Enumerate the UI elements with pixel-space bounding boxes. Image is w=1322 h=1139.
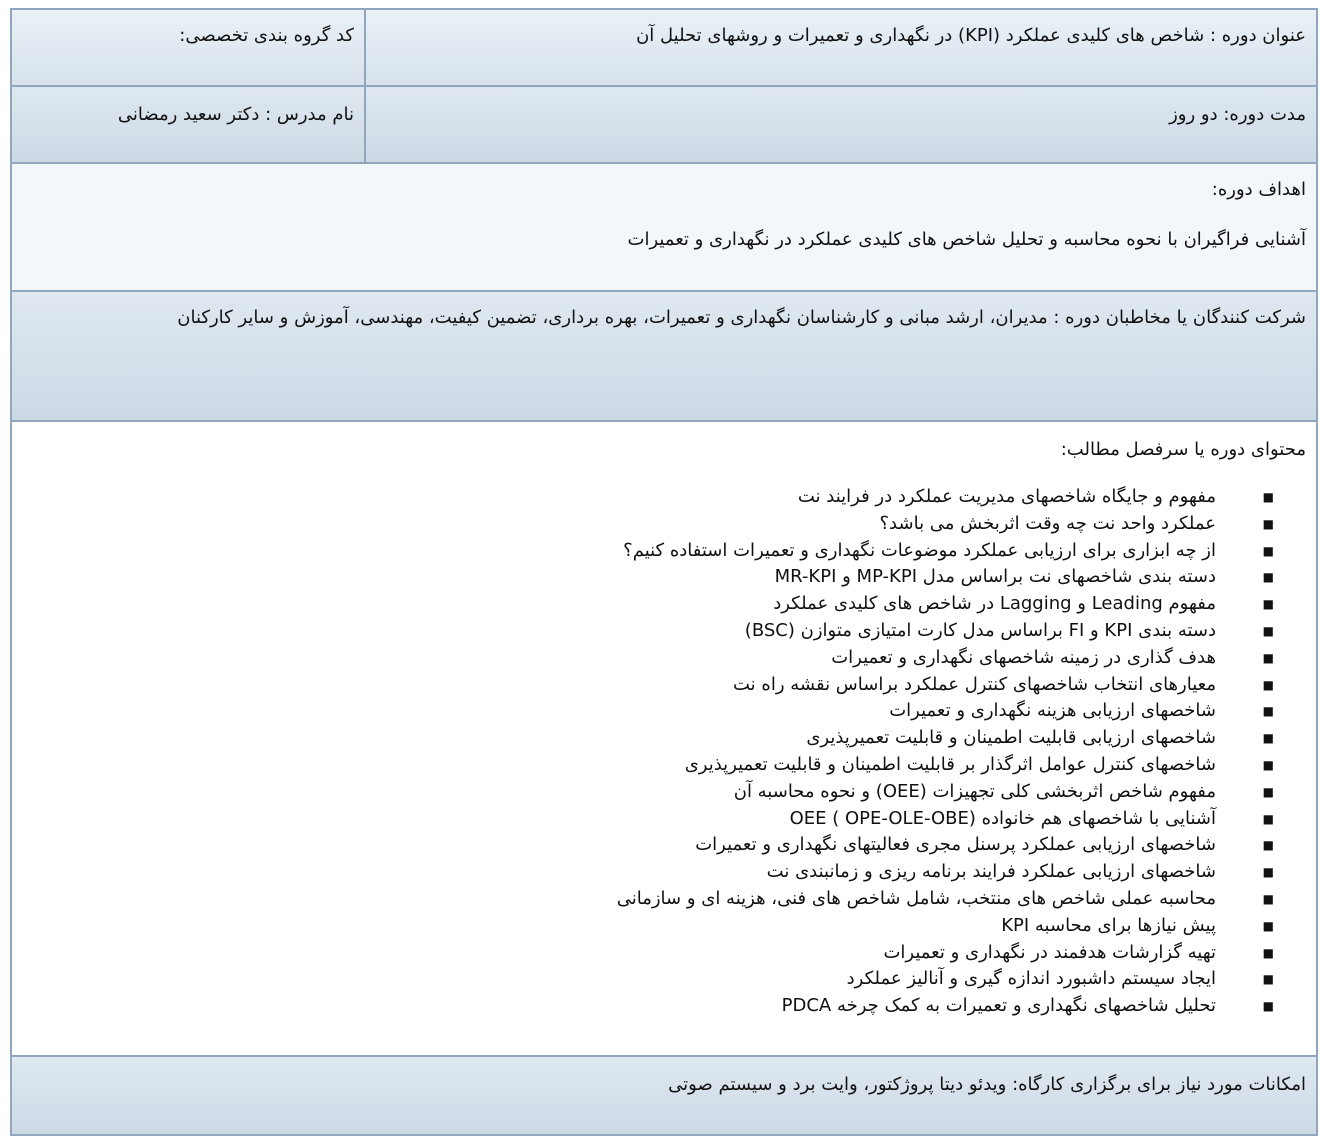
- objectives-text: آشنایی فراگیران با نحوه محاسبه و تحلیل شاخص های کلیدی عملکرد در نگهداری و تعمیرات: [627, 229, 1306, 250]
- bullet-square-icon: ■: [1262, 865, 1274, 880]
- topic-text: عملکرد واحد نت چه وقت اثربخش می باشد؟: [879, 512, 1216, 534]
- topic-item: [22, 832, 1274, 859]
- course-title-cell: [364, 10, 1316, 85]
- topic-item: [22, 725, 1274, 752]
- topic-item: [22, 538, 1274, 565]
- bullet-square-icon: ■: [1262, 891, 1274, 906]
- bullet-square-icon: ■: [1262, 757, 1274, 772]
- topic-item: [22, 806, 1274, 833]
- topic-list: [22, 484, 1306, 1020]
- topic-text: تهیه گزارشات هدفمند در نگهداری و تعمیرات: [883, 941, 1216, 963]
- topic-item: [22, 698, 1274, 725]
- bullet-square-icon: ■: [1262, 516, 1274, 531]
- topic-text: مفهوم و جایگاه شاخصهای مدیریت عملکرد در فرایند نت: [797, 486, 1216, 507]
- topic-text: معیارهای انتخاب شاخصهای کنترل عملکرد براساس نقشه راه نت: [733, 673, 1216, 695]
- topic-item: [22, 966, 1274, 993]
- topic-text: شاخصهای ارزیابی عملکرد پرسنل مجری فعالیتهای نگهداری و تعمیرات: [695, 834, 1216, 856]
- topic-text: پیش نیازها برای محاسبه KPI: [1001, 914, 1216, 936]
- topic-text: تحلیل شاخصهای نگهداری و تعمیرات به کمک چرخه PDCA: [781, 995, 1216, 1017]
- topic-text: شاخصهای کنترل عوامل اثرگذار بر قابلیت اطمینان و قابلیت تعمیرپذیری: [684, 753, 1216, 775]
- content-row: [12, 420, 1316, 1055]
- bullet-square-icon: ■: [1262, 838, 1274, 853]
- bullet-square-icon: ■: [1262, 623, 1274, 638]
- bullet-square-icon: ■: [1262, 570, 1274, 585]
- objectives-label: اهداف دوره:: [1211, 179, 1306, 200]
- duration-row: [12, 85, 1316, 162]
- bullet-square-icon: ■: [1262, 945, 1274, 960]
- topic-text: دسته بندی KPI و FI براساس مدل کارت امتیازی متوازن (BSC): [744, 619, 1216, 641]
- topic-item: [22, 859, 1274, 886]
- topic-item: [22, 484, 1274, 511]
- objectives-row: [12, 162, 1316, 290]
- bullet-square-icon: ■: [1262, 972, 1274, 987]
- topic-text: مفهوم Leading و Lagging در شاخص های کلیدی عملکرد: [773, 593, 1216, 615]
- bullet-square-icon: ■: [1262, 704, 1274, 719]
- topic-text: آشنایی با شاخصهای هم خانواده OEE ( OPE-OLE-OBE): [789, 807, 1216, 829]
- topic-text: هدف گذاری در زمینه شاخصهای نگهداری و تعمیرات: [831, 646, 1216, 668]
- audience-text: شرکت کنندگان یا مخاطبان دوره : مدیران، ارشد مبانی و کارشناسان نگهداری و تعمیرات، بهره برداری، تضمین کیفیت، مهندسی، آموزش و سایر کارکنان: [177, 307, 1306, 328]
- topic-item: [22, 672, 1274, 699]
- bullet-square-icon: ■: [1262, 597, 1274, 612]
- topic-text: شاخصهای ارزیابی قابلیت اطمینان و قابلیت تعمیرپذیری: [806, 727, 1216, 749]
- topic-text: محاسبه عملی شاخص های منتخب، شامل شاخص های فنی، هزینه ای و سازمانی: [616, 887, 1216, 909]
- content-label: محتوای دوره یا سرفصل مطالب:: [1060, 439, 1306, 460]
- facilities-text: امکانات مورد نیاز برای برگزاری کارگاه: ویدئو دیتا پروژکتور، وایت برد و سیستم صوتی: [668, 1074, 1306, 1095]
- course-spec-table: [10, 8, 1318, 1136]
- bullet-square-icon: ■: [1262, 999, 1274, 1014]
- topic-item: [22, 886, 1274, 913]
- bullet-square-icon: ■: [1262, 731, 1274, 746]
- topic-item: [22, 913, 1274, 940]
- topic-text: شاخصهای ارزیابی عملکرد فرایند برنامه ریزی و زمانبندی نت: [766, 861, 1216, 883]
- duration-cell: [364, 87, 1316, 162]
- topic-item: [22, 779, 1274, 806]
- topic-text: ایجاد سیستم داشبورد اندازه گیری و آنالیز عملکرد: [846, 968, 1216, 990]
- topic-text: دسته بندی شاخصهای نت براساس مدل MP-KPI و MR-KPI: [774, 566, 1216, 588]
- title-row: [12, 10, 1316, 85]
- bullet-square-icon: ■: [1262, 677, 1274, 692]
- topic-text: مفهوم شاخص اثربخشی کلی تجهیزات (OEE) و نحوه محاسبه آن: [733, 780, 1216, 802]
- topic-text: شاخصهای ارزیابی هزینه نگهداری و تعمیرات: [889, 700, 1216, 722]
- topic-item: [22, 618, 1274, 645]
- bullet-square-icon: ■: [1262, 811, 1274, 826]
- topic-text: از چه ابزاری برای ارزیابی عملکرد موضوعات نگهداری و تعمیرات استفاده کنیم؟: [623, 539, 1216, 561]
- bullet-square-icon: ■: [1262, 650, 1274, 665]
- bullet-square-icon: ■: [1262, 784, 1274, 799]
- course-duration: مدت دوره: دو روز: [1169, 104, 1306, 125]
- facilities-row: [12, 1055, 1316, 1134]
- instructor-cell: [12, 87, 364, 162]
- bullet-square-icon: ■: [1262, 918, 1274, 933]
- group-code-cell: [12, 10, 364, 85]
- topic-item: [22, 511, 1274, 538]
- topic-item: [22, 564, 1274, 591]
- topic-item: [22, 645, 1274, 672]
- topic-item: [22, 752, 1274, 779]
- course-title: عنوان دوره : شاخص های کلیدی عملکرد (KPI) در نگهداری و تعمیرات و روشهای تحلیل آن: [636, 25, 1306, 46]
- audience-row: [12, 290, 1316, 420]
- bullet-square-icon: ■: [1262, 543, 1274, 558]
- bullet-square-icon: ■: [1262, 490, 1274, 504]
- topic-item: [22, 591, 1274, 618]
- group-code-label: کد گروه بندی تخصصی:: [179, 25, 354, 46]
- instructor-name: نام مدرس : دکتر سعید رمضانی: [117, 104, 354, 125]
- topic-item: [22, 940, 1274, 967]
- topic-item: [22, 993, 1274, 1020]
